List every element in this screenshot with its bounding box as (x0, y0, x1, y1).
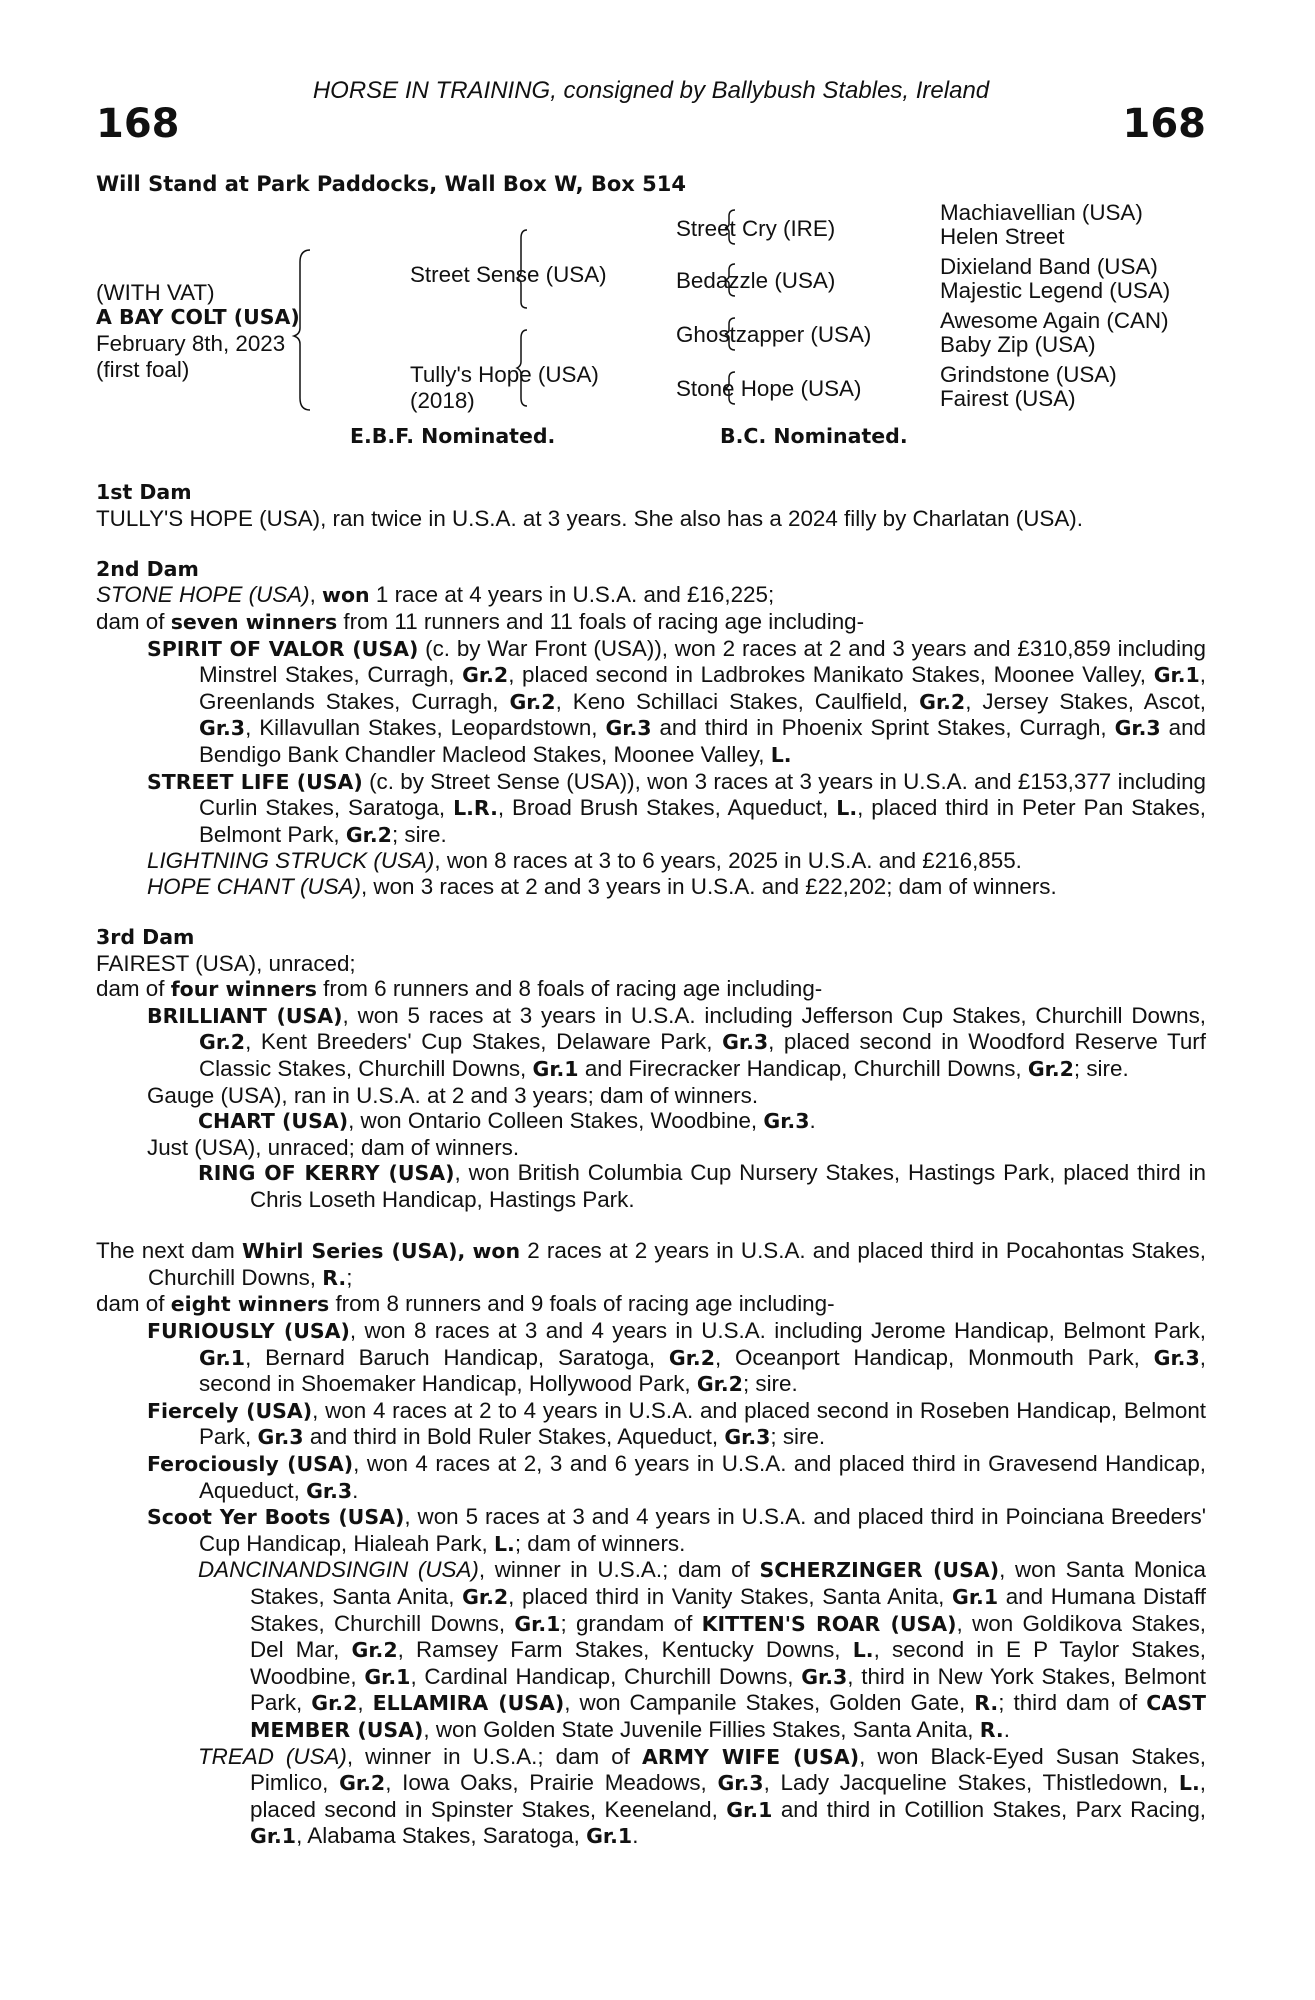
second-dam-line1: STONE HOPE (USA), won 1 race at 4 years in U.S.A. and £16,225; (96, 582, 775, 608)
sire-dam: Bedazzle (USA) (676, 268, 836, 293)
produce-scoot-yer-boots: Scoot Yer Boots (USA), won 5 races at 3 and 4 years in U.S.A. and placed third in Poinciana Breeders' Cup Handicap, Hialeah Park, L.; dam of winners. (147, 1504, 1206, 1556)
third-dam-heading: 3rd Dam (96, 925, 195, 950)
produce-ferociously: Ferociously (USA), won 4 races at 2, 3 and 6 years in U.S.A. and placed third in Gravesend Handicap, Aqueduct, Gr.3. (147, 1450, 1206, 1503)
first-dam-heading: 1st Dam (96, 480, 192, 504)
next-dam-line1: The next dam Whirl Series (USA), won 2 races at 2 years in U.S.A. and placed third in Pocahontas Stakes, Churchill Downs, R.; (96, 1238, 1206, 1290)
gen4-dsd: Baby Zip (USA) (940, 332, 1096, 357)
second-dam-line2: dam of seven winners from 11 runners and 11 foals of racing age including- (96, 608, 865, 634)
gen4-ddd: Fairest (USA) (940, 386, 1076, 411)
lot-number-left: 168 (96, 101, 180, 147)
consignment-subtitle: HORSE IN TRAINING, consigned by Ballybush Stables, Ireland (312, 77, 990, 104)
produce-lightning-struck: LIGHTNING STRUCK (USA), won 8 races at 3 to 6 years, 2025 in U.S.A. and £216,855. (147, 848, 1022, 874)
vat-note: (WITH VAT) (96, 280, 215, 305)
foal-note: (first foal) (96, 357, 190, 382)
sire-name: Street Sense (USA) (410, 262, 607, 287)
gen4-sds: Dixieland Band (USA) (940, 254, 1158, 279)
lot-number-right: 168 (1122, 101, 1206, 147)
dam-year: (2018) (410, 388, 475, 413)
produce-street-life: STREET LIFE (USA) (c. by Street Sense (USA)), won 3 races at 3 years in U.S.A. and £153,377 including Curlin Stakes, Saratoga, L.R., Broad Brush Stakes, Aqueduct, L., placed third in Peter Pan Stakes, Belmont Park, Gr.2; sire. (147, 768, 1206, 847)
third-dam-line2: dam of four winners from 6 runners and 8 foals of racing age including- (96, 976, 823, 1002)
produce-chart: CHART (USA), won Ontario Colleen Stakes, Woodbine, Gr.3. (198, 1108, 816, 1134)
gen4-sdd: Majestic Legend (USA) (940, 278, 1171, 303)
bc-nomination: B.C. Nominated. (720, 424, 908, 448)
gen4-dss: Awesome Again (CAN) (940, 308, 1169, 333)
produce-record (96, 480, 1206, 1850)
horse-name: A BAY COLT (USA) (96, 305, 300, 329)
next-dam-line2: dam of eight winners from 8 runners and 9 foals of racing age including- (96, 1291, 835, 1317)
dam-name: Tully's Hope (USA) (410, 362, 599, 387)
third-dam-line1: FAIREST (USA), unraced; (96, 950, 356, 976)
dam-dam: Stone Hope (USA) (676, 376, 862, 401)
produce-just: Just (USA), unraced; dam of winners. (147, 1134, 520, 1160)
produce-brilliant: BRILLIANT (USA), won 5 races at 3 years in U.S.A. including Jefferson Cup Stakes, Churchill Downs, Gr.2, Kent Breeders' Cup Stakes, Delaware Park, Gr.3, placed second in Woodford Reserve Turf Classic Stakes, Churchill Downs, Gr.1 and Firecracker Handicap, Churchill Downs, Gr.2; sire. (147, 1002, 1207, 1082)
produce-ring-of-kerry: RING OF KERRY (USA), won British Columbia Cup Nursery Stakes, Hastings Park, placed third in Chris Loseth Handicap, Hastings Park. (198, 1160, 1207, 1213)
gen4-sss: Machiavellian (USA) (940, 200, 1143, 225)
produce-fiercely: Fiercely (USA), won 4 races at 2 to 4 years in U.S.A. and placed second in Roseben Handicap, Belmont Park, Gr.3 and third in Bold Ruler Stakes, Aqueduct, Gr.3; sire. (147, 1397, 1206, 1450)
produce-hope-chant: HOPE CHANT (USA), won 3 races at 2 and 3 years in U.S.A. and £22,202; dam of winners. (147, 873, 1057, 899)
produce-gauge: Gauge (USA), ran in U.S.A. at 2 and 3 years; dam of winners. (147, 1082, 759, 1108)
dam-sire: Ghostzapper (USA) (676, 322, 872, 347)
gen4-ssd: Helen Street (940, 224, 1065, 249)
pedigree-table (96, 200, 1206, 500)
ebf-nomination: E.B.F. Nominated. (350, 424, 556, 448)
produce-dancinandsingin: DANCINANDSINGIN (USA), winner in U.S.A.; dam of SCHERZINGER (USA), won Santa Monica Stakes, Santa Anita, Gr.2, placed third in Vanity Stakes, Santa Anita, Gr.1 and Humana Distaff Stakes, Churchill Downs, Gr.1; grandam of KITTEN'S ROAR (USA), won Goldikova Stakes, Del Mar, Gr.2, Ramsey Farm Stakes, Kentucky Downs, L., second in E P Taylor Stakes, Woodbine, Gr.1, Cardinal Handicap, Churchill Downs, Gr.3, third in New York Stakes, Belmont Park, Gr.2, ELLAMIRA (USA), won Campanile Stakes, Golden Gate, R.; third dam of CAST MEMBER (USA), won Golden State Juvenile Fillies Stakes, Santa Anita, R.. (198, 1557, 1206, 1742)
sire-sire: Street Cry (IRE) (676, 216, 836, 241)
first-dam-text: TULLY'S HOPE (USA), ran twice in U.S.A. at 3 years. She also has a 2024 filly by Charlatan (USA). (96, 505, 1083, 531)
second-dam-heading: 2nd Dam (96, 556, 199, 581)
foaling-date: February 8th, 2023 (96, 331, 286, 356)
produce-tread: TREAD (USA), winner in U.S.A.; dam of ARMY WIFE (USA), won Black-Eyed Susan Stakes, Pimlico, Gr.2, Iowa Oaks, Prairie Meadows, Gr.3, Lady Jacqueline Stakes, Thistledown, L., placed second in Spinster Stakes, Keeneland, Gr.1 and third in Cotillion Stakes, Parx Racing, Gr.1, Alabama Stakes, Saratoga, Gr.1. (198, 1743, 1206, 1849)
produce-spirit-of-valor: SPIRIT OF VALOR (USA) (c. by War Front (USA)), won 2 races at 2 and 3 years and £310,859 including Minstrel Stakes, Curragh, Gr.2, placed second in Ladbrokes Manikato Stakes, Moonee Valley, Gr.1, Greenlands Stakes, Curragh, Gr.2, Keno Schillaci Stakes, Caulfield, Gr.2, Jersey Stakes, Ascot, Gr.3, Killavullan Stakes, Leopardstown, Gr.3 and third in Phoenix Sprint Stakes, Curragh, Gr.3 and Bendigo Bank Chandler Macleod Stakes, Moonee Valley, L. (147, 635, 1206, 767)
gen4-dds: Grindstone (USA) (940, 362, 1117, 387)
produce-furiously: FURIOUSLY (USA), won 8 races at 3 and 4 years in U.S.A. including Jerome Handicap, Belmont Park, Gr.1, Bernard Baruch Handicap, Saratoga, Gr.2, Oceanport Handicap, Monmouth Park, Gr.3, second in Shoemaker Handicap, Hollywood Park, Gr.2; sire. (147, 1318, 1206, 1397)
stand-location: Will Stand at Park Paddocks, Wall Box W, Box 514 (96, 172, 686, 196)
